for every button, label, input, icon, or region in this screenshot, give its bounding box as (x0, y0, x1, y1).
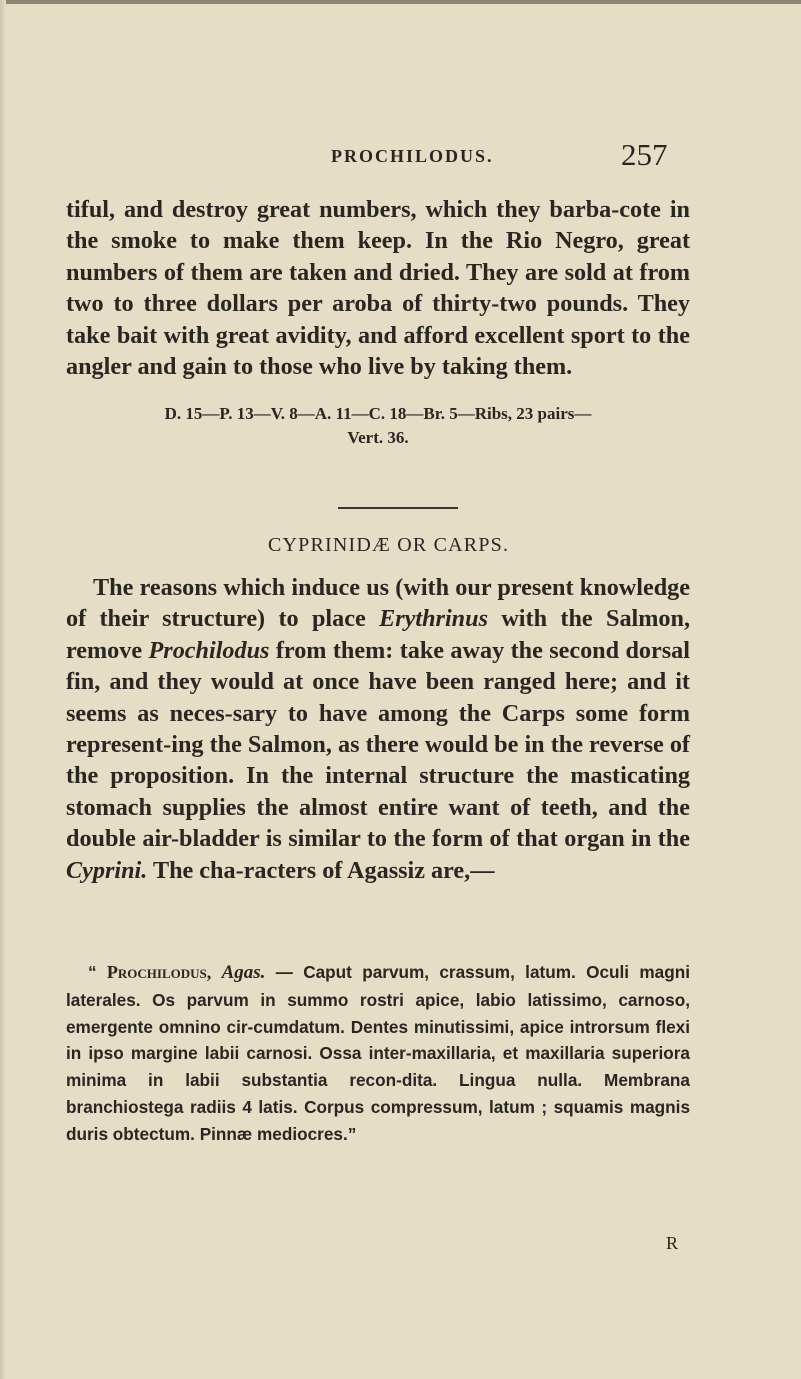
paragraph-2-part-4: The cha-racters of Agassiz are,— (147, 856, 495, 884)
paragraph-2 (66, 572, 690, 886)
paragraph-1 (66, 194, 690, 382)
fin-formula (66, 402, 690, 450)
section-divider (338, 507, 458, 509)
fin-formula-line-1: D. 15—P. 13—V. 8—A. 11—C. 18—Br. 5—Ribs, 23 pairs— (164, 404, 592, 423)
page-header (0, 137, 801, 177)
running-head: PROCHILODUS. (331, 146, 494, 166)
page-number: 257 (621, 137, 668, 172)
agassiz-quote (66, 959, 690, 1148)
paragraph-2-part-1: The reasons which induce us (with our present knowledge of their structure) to place (66, 574, 690, 633)
fin-formula-line-2: Vert. 36. (347, 428, 409, 447)
genus-erythrinus: Erythrinus (379, 605, 488, 633)
page-binding-edge (0, 0, 6, 1379)
paragraph-1-text: tiful, and destroy great numbers, which they barba-cote in the smoke to make them keep. In the Rio Negro, great numbers of them are taken and dried. They are sold at from two to three dollars per aroba of thirty-two pounds. They take bait with great avidity, and afford excellent sport to the angler and gain to those who live by taking them. (66, 196, 690, 381)
quote-text: — Caput parvum, crassum, latum. Oculi magni laterales. Os parvum in summo rostri apice, labio latissimo, carnoso, emergente omnino cir-cumdatum. Dentes minutissimi, apice introrsum flexi in ipso margine labii carnosi. Ossa inter-maxillaria, et maxillaria superiora minima in labii substantia recon-dita. Lingua nulla. Membrana branchiostega radiis 4 latis. Corpus compressum, latum ; squamis magnis duris obtectum. Pinnæ mediocres.” (66, 962, 690, 1144)
genus-prochilodus: Prochilodus (148, 636, 270, 664)
paragraph-2-text (66, 572, 690, 886)
paragraph-2-part-3: from them: take away the second dorsal fin, and they would at once have been ranged here; and it seems as neces-sary to have among the Carps some form represent-ing the Salmon, as there would be in the reverse of the proposition. In the internal structure the masticating stomach supplies the almost entire want of teeth, and the double air-bladder is similar to the form of that organ in the (66, 636, 690, 853)
section-heading: CYPRINIDÆ OR CARPS. (268, 534, 510, 556)
quote-open-mark: “ (88, 962, 107, 982)
quote-genus: Prochilodus, (106, 962, 212, 982)
signature-mark: R (666, 1233, 679, 1253)
genus-cyprini: Cyprini. (66, 856, 148, 884)
top-edge-rule (0, 0, 801, 4)
paragraph-2-part-2: with the Salmon, remove (66, 605, 690, 664)
quote-authority: Agas. (221, 962, 266, 983)
